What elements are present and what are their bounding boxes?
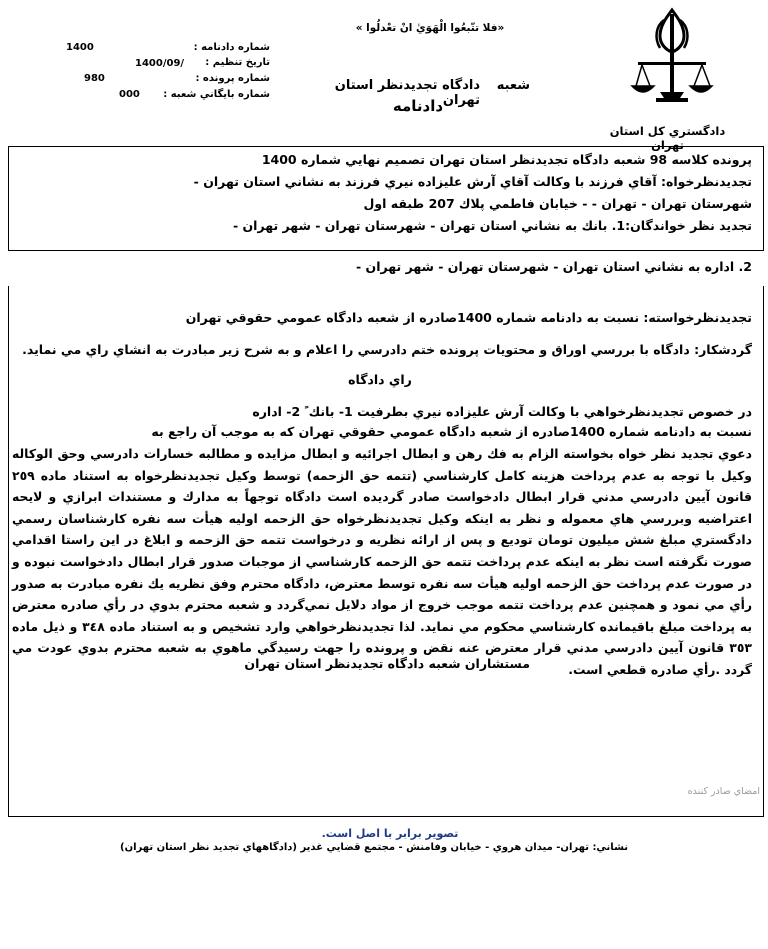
ruling-intro-line: در خصوص تجديدنظرخواهي با وكالت آرش عليزاده نيري بطرفيت 1- بانك ً 2- اداره bbox=[252, 404, 752, 419]
case-line-appellant: تجديدنظرخواه: آقاي فرزند با وكالت آقاي آرش عليزاده نيري فرزند به نشاني استان تهران - bbox=[193, 174, 752, 189]
case-line-appealed-verdict: تجديدنظرخواسته: نسبت به دادنامه شماره 1400صادره از شعبه دادگاه عمومي حقوقي تهران bbox=[185, 310, 752, 325]
doc-title: دادنامه bbox=[392, 97, 444, 115]
right-border bbox=[763, 146, 764, 250]
ruling-title: راي دادگاه bbox=[348, 372, 412, 387]
judiciary-caption: دادگستري كل استان تهران bbox=[609, 124, 726, 152]
date-value: 1400/09/ bbox=[135, 58, 185, 69]
case-line-procedure: گردشكار: دادگاه با بررسي اوراق و محتويات پرونده ختم دادرسي را اعلام و به شرح زير مبادرت به انشاي راي مي نمايد. bbox=[22, 342, 752, 357]
document-header bbox=[0, 0, 768, 152]
archive-value: 000 bbox=[119, 89, 140, 100]
signer-caption: امضاي صادر كننده bbox=[687, 786, 760, 797]
case-no-value: 980 bbox=[84, 73, 105, 84]
case-line-file-number: پرونده كلاسه 98 شعبه دادگاه تجديدنظر استان تهران تصميم نهايي شماره 1400 bbox=[261, 152, 752, 167]
archive-label: شماره بايگاني شعبه : bbox=[163, 89, 270, 100]
ruling-body: دعوي تجديد نظر خواه بخواسته الزام به فك رهن و ابطال اجرائيه و ابطال مزايده و مطالبه خسارات دادرسي وحق الوكاله وكيل با توجه به عدم پرداخت هزينه كامل كارشناسي (تتمه حق الزحمه) توسط وكيل تجديدنظرخواه به استناد ماده ٢٥٩ قانون آيين دادرسي مدني قرار ابطال دادخواست صادر گرديده است دادگاه توجهاً به مدارك و مستندات ابرازي و لايحه اعتراضيه وبررسي هاي معموله و نظر به اينكه وكيل تجديدنظرخواه حق الزحمه اوليه هيأت سه نفره كارشناسان رسمي دادگستري مبلغ شش ميليون تومان توديع و پس از ارائه نظريه و درخواست تتمه حق الزحمه و ابلاغ در اين راستا اقدامي صورت نگرفته است نظر به اينكه عدم پرداخت تتمه حق الزحمه كارشناسي از موجبات صدور قرار ابطال دادخواست نبوده و در صورت عدم پرداخت حق الزحمه اوليه هيأت سه نفره توسط معترض، دادگاه محترم وفق نظريه يك نفره مبادرت به صدور رأي مي نمود و همچنين عدم پرداخت تتمه موجب خروج از مواد دلايل نمي‌گردد و شعبه محترم بدوي در رأي صادره معترض به پرداخت مبلغ باقيمانده كارشناسي محكوم مي نمايد. لذا تجديدنظرخواهي وارد تشخيص و به استناد ماده ٣٤٨ و ذيل ماده ٣٥٣ قانون آيين دادرسي مدني قرار معترض عنه نقض و پرونده را جهت رسيدگي ماهوي به شعبه محترم بدوي عودت مي گردد .رأي صادره قطعي است. bbox=[12, 446, 752, 677]
right-border-lower bbox=[763, 286, 764, 816]
branch-label: شعبه bbox=[496, 78, 530, 93]
case-line-respondents: تجديد نظر خواندگان:1. بانك به نشاني استان تهران - شهرستان تهران - شهر تهران - bbox=[232, 218, 752, 233]
quran-verse: «فلا تتّبعُوا الْهَوَيٰ انْ تعْدلُوا » bbox=[355, 22, 505, 34]
parties-divider bbox=[8, 250, 764, 251]
footer-divider bbox=[8, 816, 764, 817]
case-line-respondent-2: 2. اداره به نشاني استان تهران - شهرستان تهران - شهر تهران - bbox=[356, 259, 752, 274]
true-copy-note: تصوير برابر با اصل است. bbox=[321, 827, 459, 840]
ruling-verdict-line: نسبت به دادنامه شماره 1400صادره از شعبه دادگاه عمومي حقوقي تهران كه به موجب آن راجع به bbox=[151, 424, 752, 439]
iran-emblem-icon bbox=[630, 6, 714, 124]
verdict-no-label: شماره دادنامه : bbox=[193, 42, 270, 53]
left-border bbox=[8, 146, 9, 250]
left-border-lower bbox=[8, 286, 9, 816]
court-name: دادگاه تجديدنظر استان تهران bbox=[334, 78, 480, 108]
ruling-signature: مستشاران شعبه دادگاه تجديدنظر استان تهران bbox=[244, 656, 530, 671]
court-address: نشاني: تهران- ميدان هروي - خيابان وفامنش - مجتمع قضايي غدير (دادگاههاي تجديد نظر استان تهران) bbox=[120, 842, 628, 853]
case-no-label: شماره پرونده : bbox=[195, 73, 270, 84]
case-line-address: شهرستان تهران - تهران - - خيابان فاطمي پلاك 207 طبقه اول bbox=[363, 196, 752, 211]
date-label: تاريخ تنظيم : bbox=[205, 57, 270, 68]
header-divider bbox=[8, 146, 764, 147]
verdict-no-value: 1400 bbox=[66, 42, 94, 53]
